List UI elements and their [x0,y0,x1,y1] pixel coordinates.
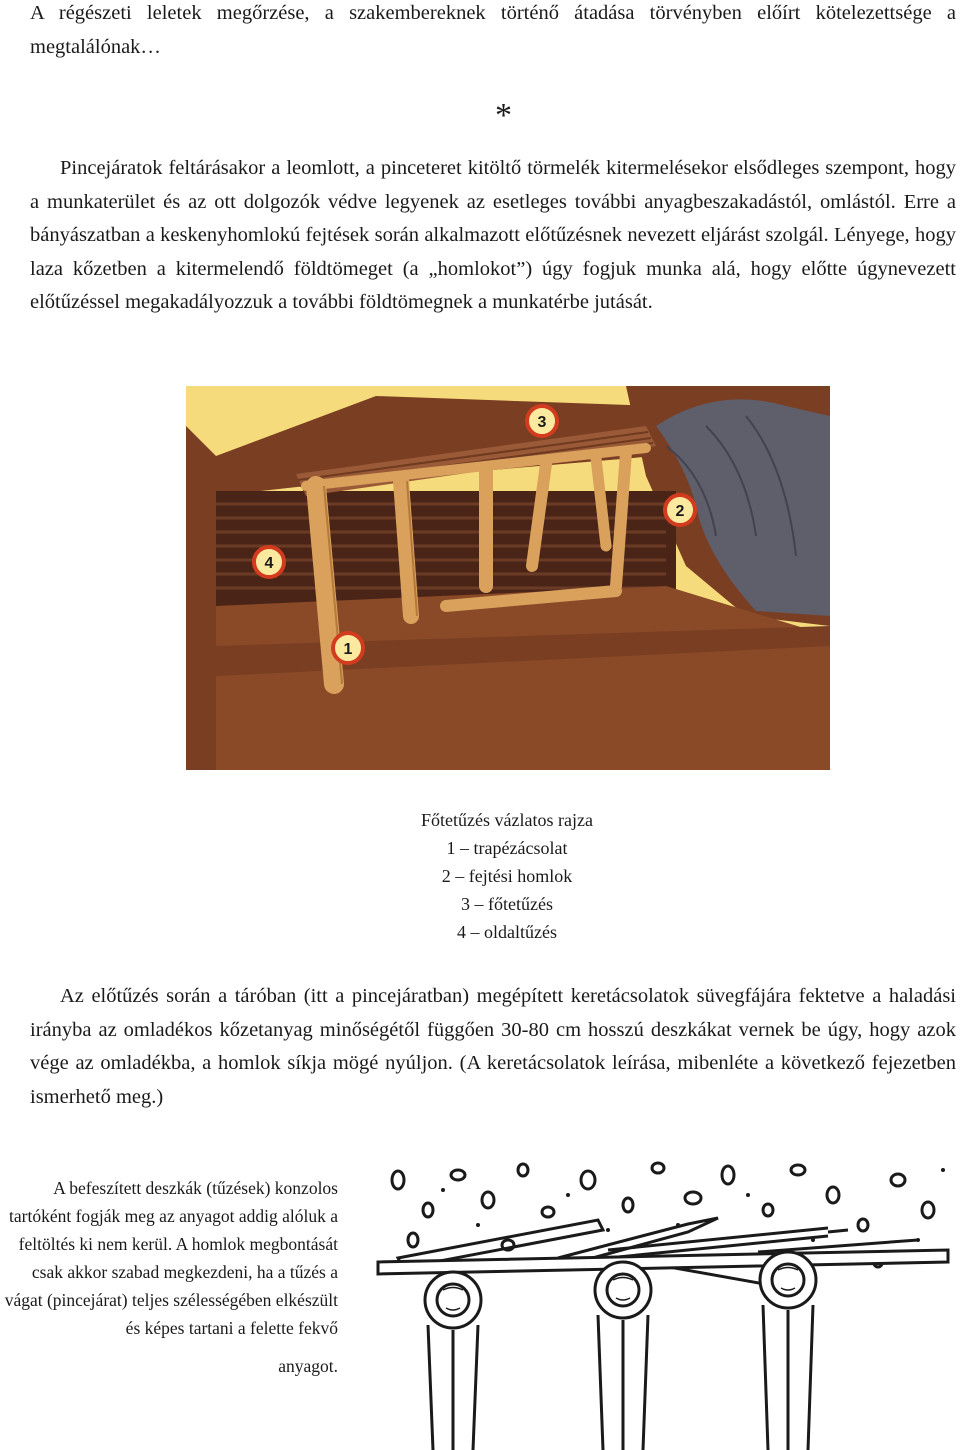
figure-marker-4 [254,547,284,577]
left-earth-wall [186,426,216,770]
svg-text:4: 4 [264,555,274,572]
caption-item: 3 – főtetűzés [461,894,553,914]
caption-item: 4 – oldaltűzés [457,922,557,942]
intro-paragraph: A régészeti leletek megőrzése, a szakembereknek történő átadása törvényben előírt kötelezettsége a megtalálónak… [30,2,956,58]
svg-text:3: 3 [537,414,547,431]
side-note [0,1174,338,1380]
figure-marker-2 [665,495,695,525]
body-paragraph-2: Az előtűzés során a táróban (itt a pincejáratban) megépített keretácsolatok süvegfájára fektetve a haladási irányba az omladékos kőzetanyag minőségétől függően 30-80 cm hosszú deszkákat vernek be úgy, hogy azok vége az omladékba, a homlok síkja mögé nyúljon. (A keretácsolatok leírása, mibenléte a következő fejezetben ismerhető meg.) [30,985,956,1108]
tunnel-floor [216,586,830,770]
caption-title: Főtetűzés vázlatos rajza [421,810,593,830]
side-note-last-word: anyagot. [278,1356,338,1376]
section-separator: * [495,97,512,134]
side-note-text: A befeszített deszkák (tűzések) konzolos tartóként fogják meg az anyagot addig alóluk a feltöltés ki nem kerül. A homlok megbontását csak akkor szabad megkezdeni, ha a tűzés a vágat (pincejárat) teljes szélességében elkészült és képes tartani a felette fekvő [4,1178,338,1338]
svg-text:2: 2 [675,503,685,520]
caption-item: 1 – trapézácsolat [446,838,568,858]
figure-marker-1 [333,633,363,663]
figure-marker-3 [527,406,557,436]
figure-caption [307,806,707,946]
svg-text:1: 1 [343,641,353,658]
spiling-sketch-illustration [358,1140,956,1450]
body-paragraph-1: Pincejáratok feltárásakor a leomlott, a pinceteret kitöltő törmelék kitermelésekor elsődleges szempont, hogy a munkaterület és az ott dolgozók védve legyenek az esetleges további anyagbeszakadástól, omlástól. Erre a bányászatban a keskenyhomlokú fejtések során alkalmazott előtűzésnek nevezett eljárást szolgál. Lényege, hogy laza kőzetben a kitermelendő földtömeget (a „homlokot”) úgy fogjuk munka alá, hogy előtte úgynevezett előtűzéssel megakadályozzuk a további földtömegnek a munkatérbe jutását. [30,157,956,313]
roof-spiling-illustration [186,386,830,770]
caption-item: 2 – fejtési homlok [441,866,573,886]
